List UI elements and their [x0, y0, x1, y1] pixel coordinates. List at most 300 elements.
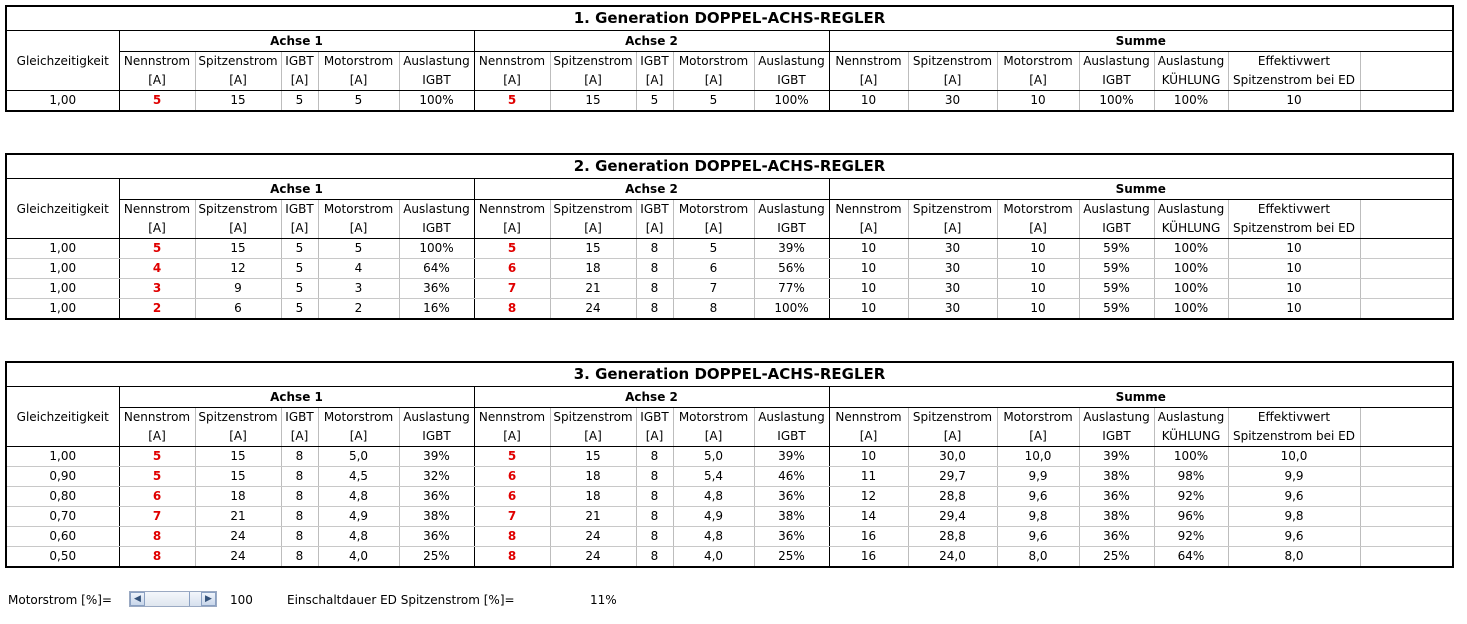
table-title: 2. Generation DOPPEL-ACHS-REGLER — [6, 154, 1453, 179]
table-cell: 24 — [195, 547, 281, 568]
column-header: Motorstrom — [318, 200, 399, 220]
table-cell: 5 — [474, 91, 550, 112]
table-cell: 8 — [636, 239, 673, 259]
column-header: Spitzenstrom — [195, 200, 281, 220]
empty-cell — [1360, 71, 1453, 91]
table-cell: 8 — [281, 527, 318, 547]
table-cell: 15 — [195, 467, 281, 487]
column-unit: IGBT — [754, 71, 829, 91]
table-cell: 4,9 — [673, 507, 754, 527]
table-cell: 21 — [550, 507, 636, 527]
table-cell: 30 — [908, 239, 997, 259]
column-header: Nennstrom — [829, 52, 908, 72]
column-unit: [A] — [673, 427, 754, 447]
column-unit: [A] — [673, 219, 754, 239]
table-cell: 4,0 — [318, 547, 399, 568]
table-cell: 10 — [829, 259, 908, 279]
column-unit: Spitzenstrom bei ED — [1228, 427, 1360, 447]
table-cell: 8 — [281, 507, 318, 527]
generation-table-3 — [5, 361, 1454, 568]
column-unit: [A] — [474, 71, 550, 91]
table-row — [6, 279, 1453, 299]
column-header: Spitzenstrom — [195, 408, 281, 428]
table-cell: 8,0 — [1228, 547, 1360, 568]
table-title: 1. Generation DOPPEL-ACHS-REGLER — [6, 6, 1453, 31]
table-cell: 25% — [754, 547, 829, 568]
column-unit: [A] — [119, 427, 195, 447]
column-header: IGBT — [281, 52, 318, 72]
empty-cell — [1360, 447, 1453, 467]
column-unit: [A] — [636, 71, 673, 91]
table-cell: 8 — [474, 527, 550, 547]
column-unit: IGBT — [399, 427, 474, 447]
table-cell: 39% — [754, 447, 829, 467]
column-unit: IGBT — [754, 427, 829, 447]
arrow-left-icon[interactable]: ◀ — [130, 592, 145, 606]
column-unit: [A] — [829, 219, 908, 239]
table-cell: 38% — [1079, 507, 1154, 527]
table-cell: 9,9 — [997, 467, 1079, 487]
group-header-summe: Summe — [829, 387, 1453, 408]
table-cell: 10 — [997, 279, 1079, 299]
column-header: Effektivwert — [1228, 200, 1360, 220]
column-unit: IGBT — [1079, 427, 1154, 447]
column-unit: [A] — [119, 71, 195, 91]
column-unit: KÜHLUNG — [1154, 71, 1228, 91]
column-unit: [A] — [636, 427, 673, 447]
motorstrom-label: Motorstrom [%]= — [8, 593, 112, 607]
group-header-achse2: Achse 2 — [474, 31, 829, 52]
table-cell: 8 — [636, 279, 673, 299]
table-cell: 24 — [550, 547, 636, 568]
column-unit: [A] — [281, 219, 318, 239]
table-cell: 6 — [195, 299, 281, 320]
table-row — [6, 259, 1453, 279]
column-header: Motorstrom — [318, 52, 399, 72]
table-cell: 5 — [119, 447, 195, 467]
table-cell: 64% — [399, 259, 474, 279]
column-unit: IGBT — [399, 219, 474, 239]
table-cell: 1,00 — [6, 299, 119, 320]
column-header: Spitzenstrom — [550, 200, 636, 220]
column-unit: [A] — [281, 427, 318, 447]
table-cell: 5 — [673, 91, 754, 112]
column-unit: [A] — [829, 71, 908, 91]
column-header: Effektivwert — [1228, 408, 1360, 428]
table-cell: 59% — [1079, 239, 1154, 259]
table-cell: 5,4 — [673, 467, 754, 487]
column-unit: IGBT — [399, 71, 474, 91]
table-cell: 8 — [636, 487, 673, 507]
table-cell: 5 — [673, 239, 754, 259]
table-cell: 15 — [195, 239, 281, 259]
empty-cell — [1360, 239, 1453, 259]
table-cell: 36% — [754, 527, 829, 547]
table-cell: 5 — [474, 447, 550, 467]
table-cell: 77% — [754, 279, 829, 299]
column-unit: IGBT — [754, 219, 829, 239]
table-cell: 9,6 — [997, 527, 1079, 547]
empty-cell — [1360, 200, 1453, 220]
empty-cell — [1360, 487, 1453, 507]
empty-cell — [1360, 527, 1453, 547]
table-cell: 10 — [829, 239, 908, 259]
column-unit: [A] — [318, 219, 399, 239]
table-cell: 30 — [908, 259, 997, 279]
empty-cell — [1360, 467, 1453, 487]
table-cell: 15 — [195, 447, 281, 467]
table-cell: 10 — [829, 279, 908, 299]
table-cell: 5 — [636, 91, 673, 112]
table-cell: 1,00 — [6, 279, 119, 299]
table-cell: 39% — [754, 239, 829, 259]
column-unit: [A] — [673, 71, 754, 91]
column-header: Auslastung — [399, 52, 474, 72]
group-spacer — [6, 179, 119, 200]
table-cell: 24 — [550, 299, 636, 320]
table-cell: 8 — [474, 299, 550, 320]
table-cell: 32% — [399, 467, 474, 487]
table-cell: 10 — [997, 299, 1079, 320]
table-cell: 7 — [673, 279, 754, 299]
header-spacer — [6, 71, 119, 91]
table-cell: 25% — [399, 547, 474, 568]
table-cell: 59% — [1079, 279, 1154, 299]
table-cell: 18 — [550, 259, 636, 279]
table-cell: 10 — [829, 299, 908, 320]
table-cell: 10 — [1228, 279, 1360, 299]
table-cell: 0,80 — [6, 487, 119, 507]
column-header: Motorstrom — [997, 200, 1079, 220]
column-header: Auslastung — [1079, 52, 1154, 72]
group-spacer — [6, 31, 119, 52]
table-cell: 4,8 — [673, 527, 754, 547]
table-cell: 6 — [119, 487, 195, 507]
table-cell: 18 — [195, 487, 281, 507]
table-cell: 18 — [550, 487, 636, 507]
column-header: Auslastung — [1154, 200, 1228, 220]
einschaltdauer-value: 11% — [590, 593, 617, 607]
column-unit: [A] — [636, 219, 673, 239]
table-cell: 5 — [119, 239, 195, 259]
table-row — [6, 299, 1453, 320]
table-cell: 8 — [636, 299, 673, 320]
column-unit: [A] — [908, 71, 997, 91]
table-cell: 100% — [399, 91, 474, 112]
column-unit: Spitzenstrom bei ED — [1228, 219, 1360, 239]
table-cell: 100% — [1154, 279, 1228, 299]
group-header-achse1: Achse 1 — [119, 31, 474, 52]
table-cell: 5 — [281, 279, 318, 299]
table-cell: 8 — [636, 467, 673, 487]
column-unit: [A] — [550, 427, 636, 447]
table-row — [6, 239, 1453, 259]
column-header: IGBT — [636, 52, 673, 72]
table-cell: 0,70 — [6, 507, 119, 527]
column-unit: [A] — [195, 427, 281, 447]
group-header-achse2: Achse 2 — [474, 179, 829, 200]
column-header: Nennstrom — [474, 52, 550, 72]
table-cell: 8 — [636, 547, 673, 568]
table-row — [6, 447, 1453, 467]
motorstrom-value: 100 — [230, 593, 253, 607]
table-cell: 56% — [754, 259, 829, 279]
table-cell: 5 — [281, 299, 318, 320]
table-cell: 7 — [474, 279, 550, 299]
table-cell: 4 — [119, 259, 195, 279]
table-cell: 8,0 — [997, 547, 1079, 568]
column-header-gleichzeitigkeit: Gleichzeitigkeit — [6, 52, 119, 72]
table-cell: 8 — [281, 467, 318, 487]
column-header: Spitzenstrom — [195, 52, 281, 72]
table-cell: 36% — [1079, 487, 1154, 507]
group-spacer — [6, 387, 119, 408]
table-cell: 4,8 — [673, 487, 754, 507]
table-cell: 5 — [119, 467, 195, 487]
table-cell: 3 — [119, 279, 195, 299]
table-cell: 10 — [1228, 91, 1360, 112]
column-unit: [A] — [908, 219, 997, 239]
table-cell: 100% — [1154, 447, 1228, 467]
header-spacer — [6, 427, 119, 447]
table-cell: 10 — [1228, 259, 1360, 279]
table-row — [6, 507, 1453, 527]
empty-cell — [1360, 299, 1453, 320]
table-cell: 24 — [195, 527, 281, 547]
table-cell: 36% — [399, 487, 474, 507]
table-cell: 1,00 — [6, 239, 119, 259]
column-unit: [A] — [281, 71, 318, 91]
table-cell: 10,0 — [1228, 447, 1360, 467]
table-row — [6, 91, 1453, 112]
column-unit: KÜHLUNG — [1154, 219, 1228, 239]
table-cell: 15 — [550, 239, 636, 259]
table-cell: 24 — [550, 527, 636, 547]
group-header-achse1: Achse 1 — [119, 387, 474, 408]
table-row — [6, 467, 1453, 487]
column-unit: [A] — [997, 219, 1079, 239]
table-cell: 100% — [1154, 259, 1228, 279]
table-cell: 100% — [1154, 239, 1228, 259]
table-cell: 10 — [997, 91, 1079, 112]
column-header: Motorstrom — [318, 408, 399, 428]
table-cell: 8 — [474, 547, 550, 568]
table-cell: 29,7 — [908, 467, 997, 487]
table-cell: 4,9 — [318, 507, 399, 527]
column-header: Motorstrom — [997, 52, 1079, 72]
column-header: Auslastung — [1154, 52, 1228, 72]
table-cell: 59% — [1079, 259, 1154, 279]
table-cell: 14 — [829, 507, 908, 527]
empty-cell — [1360, 507, 1453, 527]
table-cell: 10,0 — [997, 447, 1079, 467]
column-header: Nennstrom — [474, 408, 550, 428]
table-cell: 21 — [550, 279, 636, 299]
table-cell: 7 — [119, 507, 195, 527]
column-unit: [A] — [997, 427, 1079, 447]
generation-table-2 — [5, 153, 1454, 320]
table-cell: 8 — [636, 447, 673, 467]
motorstrom-scrollbar[interactable] — [129, 591, 217, 607]
column-header-gleichzeitigkeit: Gleichzeitigkeit — [6, 408, 119, 428]
table-cell: 3 — [318, 279, 399, 299]
table-cell: 5 — [474, 239, 550, 259]
column-header: IGBT — [636, 408, 673, 428]
table-cell: 1,00 — [6, 91, 119, 112]
table-cell: 4,0 — [673, 547, 754, 568]
column-header: IGBT — [636, 200, 673, 220]
table-cell: 28,8 — [908, 487, 997, 507]
table-cell: 15 — [195, 91, 281, 112]
table-title: 3. Generation DOPPEL-ACHS-REGLER — [6, 362, 1453, 387]
table-cell: 10 — [997, 239, 1079, 259]
empty-cell — [1360, 219, 1453, 239]
column-header: Auslastung — [754, 408, 829, 428]
column-header: Nennstrom — [119, 52, 195, 72]
table-cell: 1,00 — [6, 447, 119, 467]
column-header: Nennstrom — [474, 200, 550, 220]
table-cell: 10 — [997, 259, 1079, 279]
column-unit: [A] — [318, 71, 399, 91]
generation-table-1 — [5, 5, 1454, 112]
group-header-summe: Summe — [829, 179, 1453, 200]
column-header: Motorstrom — [673, 200, 754, 220]
table-cell: 100% — [1154, 91, 1228, 112]
column-header: Nennstrom — [119, 200, 195, 220]
table-cell: 30,0 — [908, 447, 997, 467]
table-cell: 0,50 — [6, 547, 119, 568]
table-cell: 11 — [829, 467, 908, 487]
table-cell: 9,9 — [1228, 467, 1360, 487]
column-header: Auslastung — [399, 408, 474, 428]
scrollbar-thumb[interactable] — [189, 592, 201, 606]
table-cell: 100% — [1079, 91, 1154, 112]
table-cell: 38% — [1079, 467, 1154, 487]
empty-cell — [1360, 91, 1453, 112]
empty-cell — [1360, 427, 1453, 447]
table-cell: 5 — [119, 91, 195, 112]
table-cell: 16% — [399, 299, 474, 320]
table-cell: 36% — [399, 527, 474, 547]
table-cell: 5 — [281, 259, 318, 279]
column-header: Auslastung — [1154, 408, 1228, 428]
empty-cell — [1360, 279, 1453, 299]
table-cell: 96% — [1154, 507, 1228, 527]
column-header: Auslastung — [399, 200, 474, 220]
table-cell: 8 — [636, 259, 673, 279]
column-unit: Spitzenstrom bei ED — [1228, 71, 1360, 91]
table-cell: 24,0 — [908, 547, 997, 568]
column-unit: [A] — [474, 219, 550, 239]
table-cell: 10 — [829, 91, 908, 112]
table-cell: 9 — [195, 279, 281, 299]
table-cell: 29,4 — [908, 507, 997, 527]
table-cell: 9,6 — [997, 487, 1079, 507]
column-header: Motorstrom — [673, 408, 754, 428]
table-cell: 1,00 — [6, 259, 119, 279]
table-cell: 30 — [908, 279, 997, 299]
table-cell: 4,8 — [318, 487, 399, 507]
table-cell: 8 — [281, 447, 318, 467]
column-unit: [A] — [195, 219, 281, 239]
table-cell: 6 — [474, 487, 550, 507]
table-cell: 16 — [829, 547, 908, 568]
arrow-right-icon[interactable]: ▶ — [201, 592, 216, 606]
table-cell: 8 — [281, 487, 318, 507]
column-unit: [A] — [908, 427, 997, 447]
table-cell: 9,6 — [1228, 487, 1360, 507]
table-cell: 18 — [550, 467, 636, 487]
table-cell: 5 — [281, 239, 318, 259]
empty-cell — [1360, 547, 1453, 568]
column-unit: [A] — [474, 427, 550, 447]
table-cell: 64% — [1154, 547, 1228, 568]
table-cell: 10 — [1228, 239, 1360, 259]
column-header-gleichzeitigkeit: Gleichzeitigkeit — [6, 200, 119, 220]
group-header-summe: Summe — [829, 31, 1453, 52]
table-cell: 2 — [119, 299, 195, 320]
table-cell: 36% — [754, 487, 829, 507]
table-cell: 7 — [474, 507, 550, 527]
table-cell: 9,8 — [1228, 507, 1360, 527]
group-header-achse2: Achse 2 — [474, 387, 829, 408]
table-cell: 12 — [829, 487, 908, 507]
table-cell: 6 — [673, 259, 754, 279]
table-cell: 59% — [1079, 299, 1154, 320]
table-cell: 30 — [908, 91, 997, 112]
column-header: Spitzenstrom — [908, 200, 997, 220]
column-unit: IGBT — [1079, 219, 1154, 239]
column-header: Spitzenstrom — [550, 408, 636, 428]
table-cell: 5,0 — [318, 447, 399, 467]
column-unit: [A] — [195, 71, 281, 91]
table-cell: 28,8 — [908, 527, 997, 547]
einschaltdauer-label: Einschaltdauer ED Spitzenstrom [%]= — [287, 593, 515, 607]
table-cell: 39% — [1079, 447, 1154, 467]
table-cell: 8 — [281, 547, 318, 568]
column-header: Motorstrom — [673, 52, 754, 72]
column-unit: IGBT — [1079, 71, 1154, 91]
column-unit: KÜHLUNG — [1154, 427, 1228, 447]
table-cell: 15 — [550, 91, 636, 112]
column-header: Nennstrom — [829, 408, 908, 428]
table-cell: 46% — [754, 467, 829, 487]
empty-cell — [1360, 408, 1453, 428]
table-cell: 8 — [119, 547, 195, 568]
table-cell: 6 — [474, 467, 550, 487]
table-cell: 8 — [636, 507, 673, 527]
header-spacer — [6, 219, 119, 239]
table-cell: 39% — [399, 447, 474, 467]
table-cell: 38% — [399, 507, 474, 527]
column-unit: [A] — [318, 427, 399, 447]
table-cell: 16 — [829, 527, 908, 547]
table-cell: 2 — [318, 299, 399, 320]
table-cell: 5 — [318, 239, 399, 259]
column-unit: [A] — [550, 71, 636, 91]
table-cell: 8 — [119, 527, 195, 547]
column-header: IGBT — [281, 200, 318, 220]
table-cell: 10 — [829, 447, 908, 467]
column-unit: [A] — [550, 219, 636, 239]
table-cell: 98% — [1154, 467, 1228, 487]
table-row — [6, 487, 1453, 507]
table-cell: 5 — [318, 91, 399, 112]
table-cell: 0,60 — [6, 527, 119, 547]
table-cell: 4,5 — [318, 467, 399, 487]
column-header: Nennstrom — [119, 408, 195, 428]
column-header: Spitzenstrom — [908, 52, 997, 72]
